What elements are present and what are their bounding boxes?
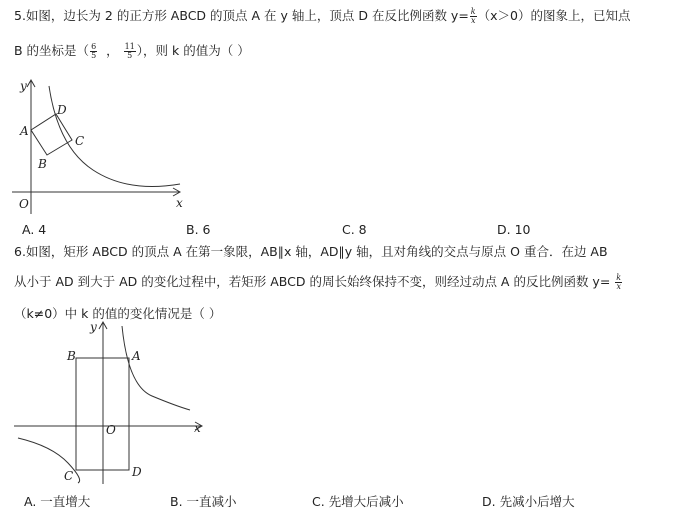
q5-label-d: D <box>57 103 67 117</box>
q6-label-b: B <box>67 349 76 363</box>
fraction-numerator: k <box>470 7 476 16</box>
q6-k-over-x-fraction <box>615 274 622 291</box>
q6-stem-line1: 6.如图，矩形 ABCD 的顶点 A 在第一象限，AB∥x 轴，AD∥y 轴，且对角线的交点与原点 O 重合．在边 AB <box>14 244 608 259</box>
q6-option-b[interactable]: B. 一直减小 <box>170 494 237 509</box>
q5-label-a: A <box>20 124 29 138</box>
q5-line2-text-a: B 的坐标是（ <box>14 43 90 58</box>
q6-option-a[interactable]: A. 一直增大 <box>24 494 91 509</box>
q6-label-a: A <box>132 349 141 363</box>
q6-figure <box>10 318 210 488</box>
fraction-numerator: 11 <box>124 42 135 51</box>
q6-label-c: C <box>64 469 74 483</box>
q6-option-d[interactable]: D. 先减小后增大 <box>482 494 575 509</box>
q5-option-a[interactable]: A. 4 <box>22 222 47 237</box>
q6-label-x: x <box>194 421 201 435</box>
q5-label-c: C <box>75 134 85 148</box>
q6-label-d: D <box>132 465 142 479</box>
q5-option-d[interactable]: D. 10 <box>497 222 531 237</box>
q5-k-over-x-fraction <box>470 8 477 25</box>
q5-stem-line2 <box>14 43 250 60</box>
q6-option-c[interactable]: C. 先增大后减小 <box>312 494 404 509</box>
q6-label-o: O <box>106 423 116 437</box>
fraction-denominator: x <box>616 282 621 291</box>
q5-line1-text-a: 5.如图，边长为 2 的正方形 ABCD 的顶点 A 在 y 轴上，顶点 D 在反比例函数 y= <box>14 8 469 23</box>
fraction-numerator: 6 <box>91 42 97 51</box>
q6-stem-line2 <box>14 274 623 291</box>
fraction-denominator: 5 <box>91 51 97 60</box>
q6-label-y: y <box>90 320 97 334</box>
q5-line2-text-b: ），则 k 的值为（ ） <box>136 43 250 58</box>
q5-label-x: x <box>176 196 183 210</box>
q5-hyperbola <box>49 86 180 187</box>
q6-hyperbola-branch-1 <box>122 326 190 410</box>
q5-option-c[interactable]: C. 8 <box>342 222 367 237</box>
q5-stem-line1 <box>14 8 631 25</box>
q5-line1-text-b: （x＞0）的图象上，已知点 <box>477 8 631 23</box>
fraction-denominator: 5 <box>127 51 133 60</box>
q5-eleven-fifths-fraction <box>124 43 136 60</box>
q5-line2-sep: ， <box>106 43 119 58</box>
fraction-denominator: x <box>470 16 476 25</box>
fraction-numerator: k <box>616 273 622 282</box>
q5-six-fifths-fraction <box>90 43 97 60</box>
q5-figure <box>8 72 208 222</box>
q5-square-abcd <box>31 114 72 155</box>
q6-line2-text: 从小于 AD 到大于 AD 的变化过程中，若矩形 ABCD 的周长始终保持不变，则经过动点 A 的反比例函数 y= <box>14 274 611 289</box>
q5-label-o: O <box>19 197 29 211</box>
q5-option-b[interactable]: B. 6 <box>186 222 211 237</box>
q6-stem-line3: （k≠0）中 k 的值的变化情况是（ ） <box>14 306 222 321</box>
q5-label-y: y <box>20 79 27 93</box>
q5-label-b: B <box>38 157 47 171</box>
